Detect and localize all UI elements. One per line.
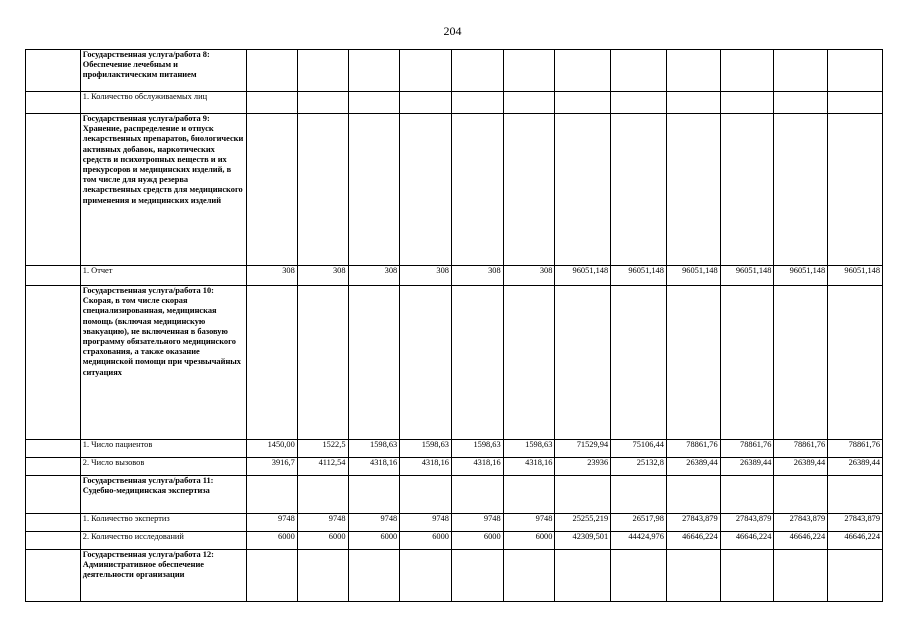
value-cell: 96051,148	[666, 266, 720, 286]
value-cell: 1598,63	[348, 440, 400, 458]
value-cell: 78861,76	[720, 440, 774, 458]
value-cell	[555, 476, 611, 514]
service-row	[26, 550, 883, 602]
value-cell	[247, 286, 298, 440]
value-cell: 9748	[247, 514, 298, 532]
table-row	[26, 440, 883, 458]
value-cell: 4318,16	[400, 458, 452, 476]
value-cell: 26389,44	[720, 458, 774, 476]
row-number-cell	[26, 50, 81, 92]
value-cell	[720, 550, 774, 602]
value-cell: 6000	[400, 532, 452, 550]
value-cell	[297, 92, 348, 114]
value-cell	[666, 476, 720, 514]
value-cell	[774, 476, 828, 514]
value-cell	[247, 50, 298, 92]
service-row	[26, 50, 883, 92]
value-cell: 27843,879	[720, 514, 774, 532]
indicator-label: 2. Количество исследований	[80, 532, 246, 550]
value-cell	[555, 550, 611, 602]
value-cell	[348, 92, 400, 114]
value-cell	[503, 50, 555, 92]
value-cell: 25255,219	[555, 514, 611, 532]
value-cell: 96051,148	[555, 266, 611, 286]
service-title: Государственная услуга/работа 9: Хранение, распределение и отпуск лекарственных препаратов, биологически активных добавок, наркотических средств и психотропных веществ и их прекурсоров и медицинских изделий, в том числе для нужд резерва лекарственных средств для медицинского применения и медицинских изделий	[80, 114, 246, 266]
value-cell	[297, 476, 348, 514]
service-title: Государственная услуга/работа 12: Административное обеспечение деятельности организации	[80, 550, 246, 602]
table-row	[26, 532, 883, 550]
row-number-cell	[26, 458, 81, 476]
value-cell	[666, 92, 720, 114]
value-cell: 26389,44	[774, 458, 828, 476]
value-cell	[348, 286, 400, 440]
value-cell	[451, 114, 503, 266]
page-number: 204	[443, 24, 462, 38]
value-cell	[247, 92, 298, 114]
value-cell	[720, 114, 774, 266]
value-cell	[828, 92, 883, 114]
value-cell: 27843,879	[828, 514, 883, 532]
value-cell	[247, 476, 298, 514]
value-cell	[297, 114, 348, 266]
value-cell	[666, 286, 720, 440]
value-cell: 96051,148	[774, 266, 828, 286]
value-cell: 1450,00	[247, 440, 298, 458]
value-cell	[503, 114, 555, 266]
value-cell	[348, 476, 400, 514]
value-cell	[503, 550, 555, 602]
value-cell: 1522,5	[297, 440, 348, 458]
value-cell: 3916,7	[247, 458, 298, 476]
value-cell	[611, 286, 667, 440]
value-cell	[720, 92, 774, 114]
indicator-label: 2. Число вызовов	[80, 458, 246, 476]
row-number-cell	[26, 440, 81, 458]
value-cell: 9748	[348, 514, 400, 532]
service-row	[26, 476, 883, 514]
value-cell: 46646,224	[774, 532, 828, 550]
value-cell	[503, 92, 555, 114]
value-cell: 6000	[247, 532, 298, 550]
value-cell	[774, 550, 828, 602]
value-cell	[611, 550, 667, 602]
value-cell	[828, 550, 883, 602]
value-cell: 44424,976	[611, 532, 667, 550]
value-cell: 4318,16	[348, 458, 400, 476]
value-cell: 96051,148	[720, 266, 774, 286]
indicator-label: 1. Количество экспертиз	[80, 514, 246, 532]
value-cell	[348, 50, 400, 92]
value-cell: 4112,54	[297, 458, 348, 476]
service-title: Государственная услуга/работа 11: Судебно-медицинская экспертиза	[80, 476, 246, 514]
table-row	[26, 266, 883, 286]
value-cell: 9748	[503, 514, 555, 532]
value-cell: 308	[348, 266, 400, 286]
value-cell	[297, 50, 348, 92]
value-cell	[400, 476, 452, 514]
value-cell: 308	[451, 266, 503, 286]
value-cell	[503, 476, 555, 514]
value-cell: 96051,148	[828, 266, 883, 286]
value-cell	[774, 92, 828, 114]
table-body	[26, 50, 883, 602]
value-cell: 26517,98	[611, 514, 667, 532]
value-cell	[774, 50, 828, 92]
value-cell	[720, 50, 774, 92]
value-cell	[828, 114, 883, 266]
value-cell	[774, 114, 828, 266]
value-cell: 26389,44	[666, 458, 720, 476]
value-cell: 71529,94	[555, 440, 611, 458]
value-cell	[451, 286, 503, 440]
value-cell: 26389,44	[828, 458, 883, 476]
value-cell	[555, 92, 611, 114]
row-number-cell	[26, 532, 81, 550]
value-cell: 42309,501	[555, 532, 611, 550]
value-cell: 1598,63	[503, 440, 555, 458]
value-cell	[451, 50, 503, 92]
value-cell	[451, 92, 503, 114]
value-cell	[611, 114, 667, 266]
row-number-cell	[26, 514, 81, 532]
value-cell	[666, 50, 720, 92]
value-cell	[828, 476, 883, 514]
value-cell	[555, 114, 611, 266]
row-number-cell	[26, 114, 81, 266]
value-cell	[503, 286, 555, 440]
value-cell: 4318,16	[503, 458, 555, 476]
value-cell	[297, 286, 348, 440]
value-cell: 46646,224	[720, 532, 774, 550]
value-cell	[451, 476, 503, 514]
value-cell: 6000	[348, 532, 400, 550]
value-cell	[828, 286, 883, 440]
value-cell	[611, 476, 667, 514]
value-cell	[247, 114, 298, 266]
value-cell: 308	[297, 266, 348, 286]
value-cell	[611, 50, 667, 92]
table-row	[26, 458, 883, 476]
value-cell	[555, 286, 611, 440]
value-cell	[774, 286, 828, 440]
value-cell: 9748	[451, 514, 503, 532]
value-cell: 4318,16	[451, 458, 503, 476]
value-cell	[720, 286, 774, 440]
row-number-cell	[26, 266, 81, 286]
value-cell: 9748	[400, 514, 452, 532]
row-number-cell	[26, 550, 81, 602]
value-cell	[297, 550, 348, 602]
value-cell	[400, 50, 452, 92]
row-number-cell	[26, 286, 81, 440]
value-cell: 23936	[555, 458, 611, 476]
value-cell	[348, 114, 400, 266]
value-cell	[666, 550, 720, 602]
value-cell	[400, 550, 452, 602]
indicators-table	[25, 49, 883, 602]
value-cell: 78861,76	[828, 440, 883, 458]
indicator-label: 1. Число пациентов	[80, 440, 246, 458]
value-cell: 9748	[297, 514, 348, 532]
value-cell: 1598,63	[451, 440, 503, 458]
table-row	[26, 92, 883, 114]
value-cell: 1598,63	[400, 440, 452, 458]
value-cell: 75106,44	[611, 440, 667, 458]
value-cell: 78861,76	[774, 440, 828, 458]
value-cell	[828, 50, 883, 92]
value-cell: 25132,8	[611, 458, 667, 476]
value-cell: 6000	[503, 532, 555, 550]
value-cell: 6000	[451, 532, 503, 550]
value-cell	[400, 92, 452, 114]
value-cell	[720, 476, 774, 514]
value-cell	[451, 550, 503, 602]
value-cell: 78861,76	[666, 440, 720, 458]
value-cell	[400, 114, 452, 266]
value-cell	[611, 92, 667, 114]
value-cell: 6000	[297, 532, 348, 550]
value-cell: 308	[247, 266, 298, 286]
value-cell	[555, 50, 611, 92]
value-cell	[666, 114, 720, 266]
indicator-label: 1. Отчет	[80, 266, 246, 286]
row-number-cell	[26, 476, 81, 514]
value-cell: 27843,879	[666, 514, 720, 532]
value-cell: 308	[503, 266, 555, 286]
value-cell	[247, 550, 298, 602]
value-cell	[400, 286, 452, 440]
indicator-label: 1. Количество обслуживаемых лиц	[80, 92, 246, 114]
table-row	[26, 514, 883, 532]
row-number-cell	[26, 92, 81, 114]
service-title: Государственная услуга/работа 10: Скорая, в том числе скорая специализированная, медицинская помощь (включая медицинскую эвакуацию), не включенная в базовую программу обязательного медицинского страхования, а также оказание медицинской помощи при чрезвычайных ситуациях	[80, 286, 246, 440]
service-row	[26, 114, 883, 266]
service-row	[26, 286, 883, 440]
value-cell: 308	[400, 266, 452, 286]
value-cell: 27843,879	[774, 514, 828, 532]
value-cell	[348, 550, 400, 602]
service-title: Государственная услуга/работа 8: Обеспечение лечебным и профилактическим питанием	[80, 50, 246, 92]
value-cell: 46646,224	[666, 532, 720, 550]
value-cell: 96051,148	[611, 266, 667, 286]
value-cell: 46646,224	[828, 532, 883, 550]
